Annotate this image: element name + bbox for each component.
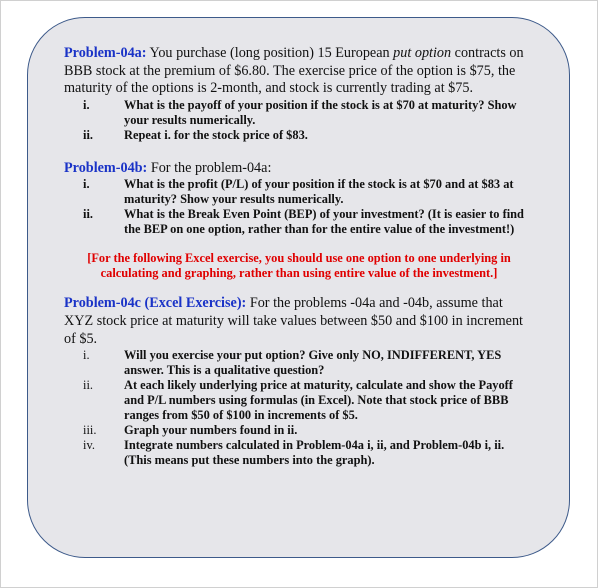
item-text: Repeat i. for the stock price of $83. [124, 127, 308, 142]
item-text: Will you exercise your put option? Give only NO, INDIFFERENT, YES answer. This is a qualitative question? [124, 348, 502, 378]
item-number: ii. [83, 127, 93, 142]
item-number: ii. [83, 378, 93, 393]
problem-04b-questions [64, 177, 534, 237]
problem-content [64, 45, 534, 468]
item-number: i. [83, 348, 90, 363]
item-number: i. [83, 177, 90, 192]
problem-04a-title: Problem-04a: [64, 45, 147, 61]
problem-04a-questions [64, 98, 534, 143]
problem-04a-text-italic: put option [393, 45, 452, 61]
problem-04a-text-1: You purchase (long position) 15 European [146, 45, 394, 61]
item-text: Graph your numbers found in ii. [124, 423, 298, 438]
list-item [64, 177, 534, 207]
item-text: What is the Break Even Point (BEP) of your investment? (It is easier to find the BEP on one option, rather than for the entire value of the investment!) [124, 207, 524, 237]
problem-04a-paragraph [64, 45, 534, 98]
item-text: What is the profit (P/L) of your position if the stock is at $70 and at $83 at maturity? Show your results numerically. [124, 177, 514, 207]
problem-04b-title: Problem-04b: [64, 159, 148, 176]
item-number: iv. [83, 438, 95, 453]
problem-04b-text: For the problem-04a: [147, 159, 272, 176]
item-number: iii. [83, 423, 97, 438]
list-item [64, 128, 534, 143]
list-item [64, 438, 534, 468]
excel-note: [For the following Excel exercise, you should use one option to one underlying in calculating and graphing, rather than using entire value of the investment.] [87, 251, 511, 281]
problem-04c-paragraph [64, 295, 534, 348]
problem-04b-paragraph [64, 160, 534, 178]
list-item [64, 348, 534, 378]
list-item [64, 98, 534, 128]
item-number: i. [83, 97, 90, 112]
list-item [64, 207, 534, 237]
problem-04c-title: Problem-04c (Excel Exercise): [64, 295, 247, 312]
problem-04a-text-2: contracts on BBB stock at the premium of $6.80. The exercise price of the option is $75, the maturity of the options is 2-month, and stock is currently trading at $75. [64, 45, 524, 97]
list-item [64, 378, 534, 423]
problem-04c-text: For the problems -04a and -04b, assume that XYZ stock price at maturity will take values between $50 and $100 in increment of $5. [64, 295, 523, 347]
problem-04c-questions [64, 348, 534, 468]
item-text: Integrate numbers calculated in Problem-04a i, ii, and Problem-04b i, ii. (This means put these numbers into the graph). [124, 438, 505, 468]
list-item [64, 423, 534, 438]
item-text: At each likely underlying price at maturity, calculate and show the Payoff and P/L numbers using formulas (in Excel). Note that stock price of BBB ranges from $50 of $100 in increments of $5. [124, 378, 513, 423]
item-number: ii. [83, 207, 93, 222]
item-text: What is the payoff of your position if the stock is at $70 at maturity? Show your results numerically. [124, 97, 517, 127]
